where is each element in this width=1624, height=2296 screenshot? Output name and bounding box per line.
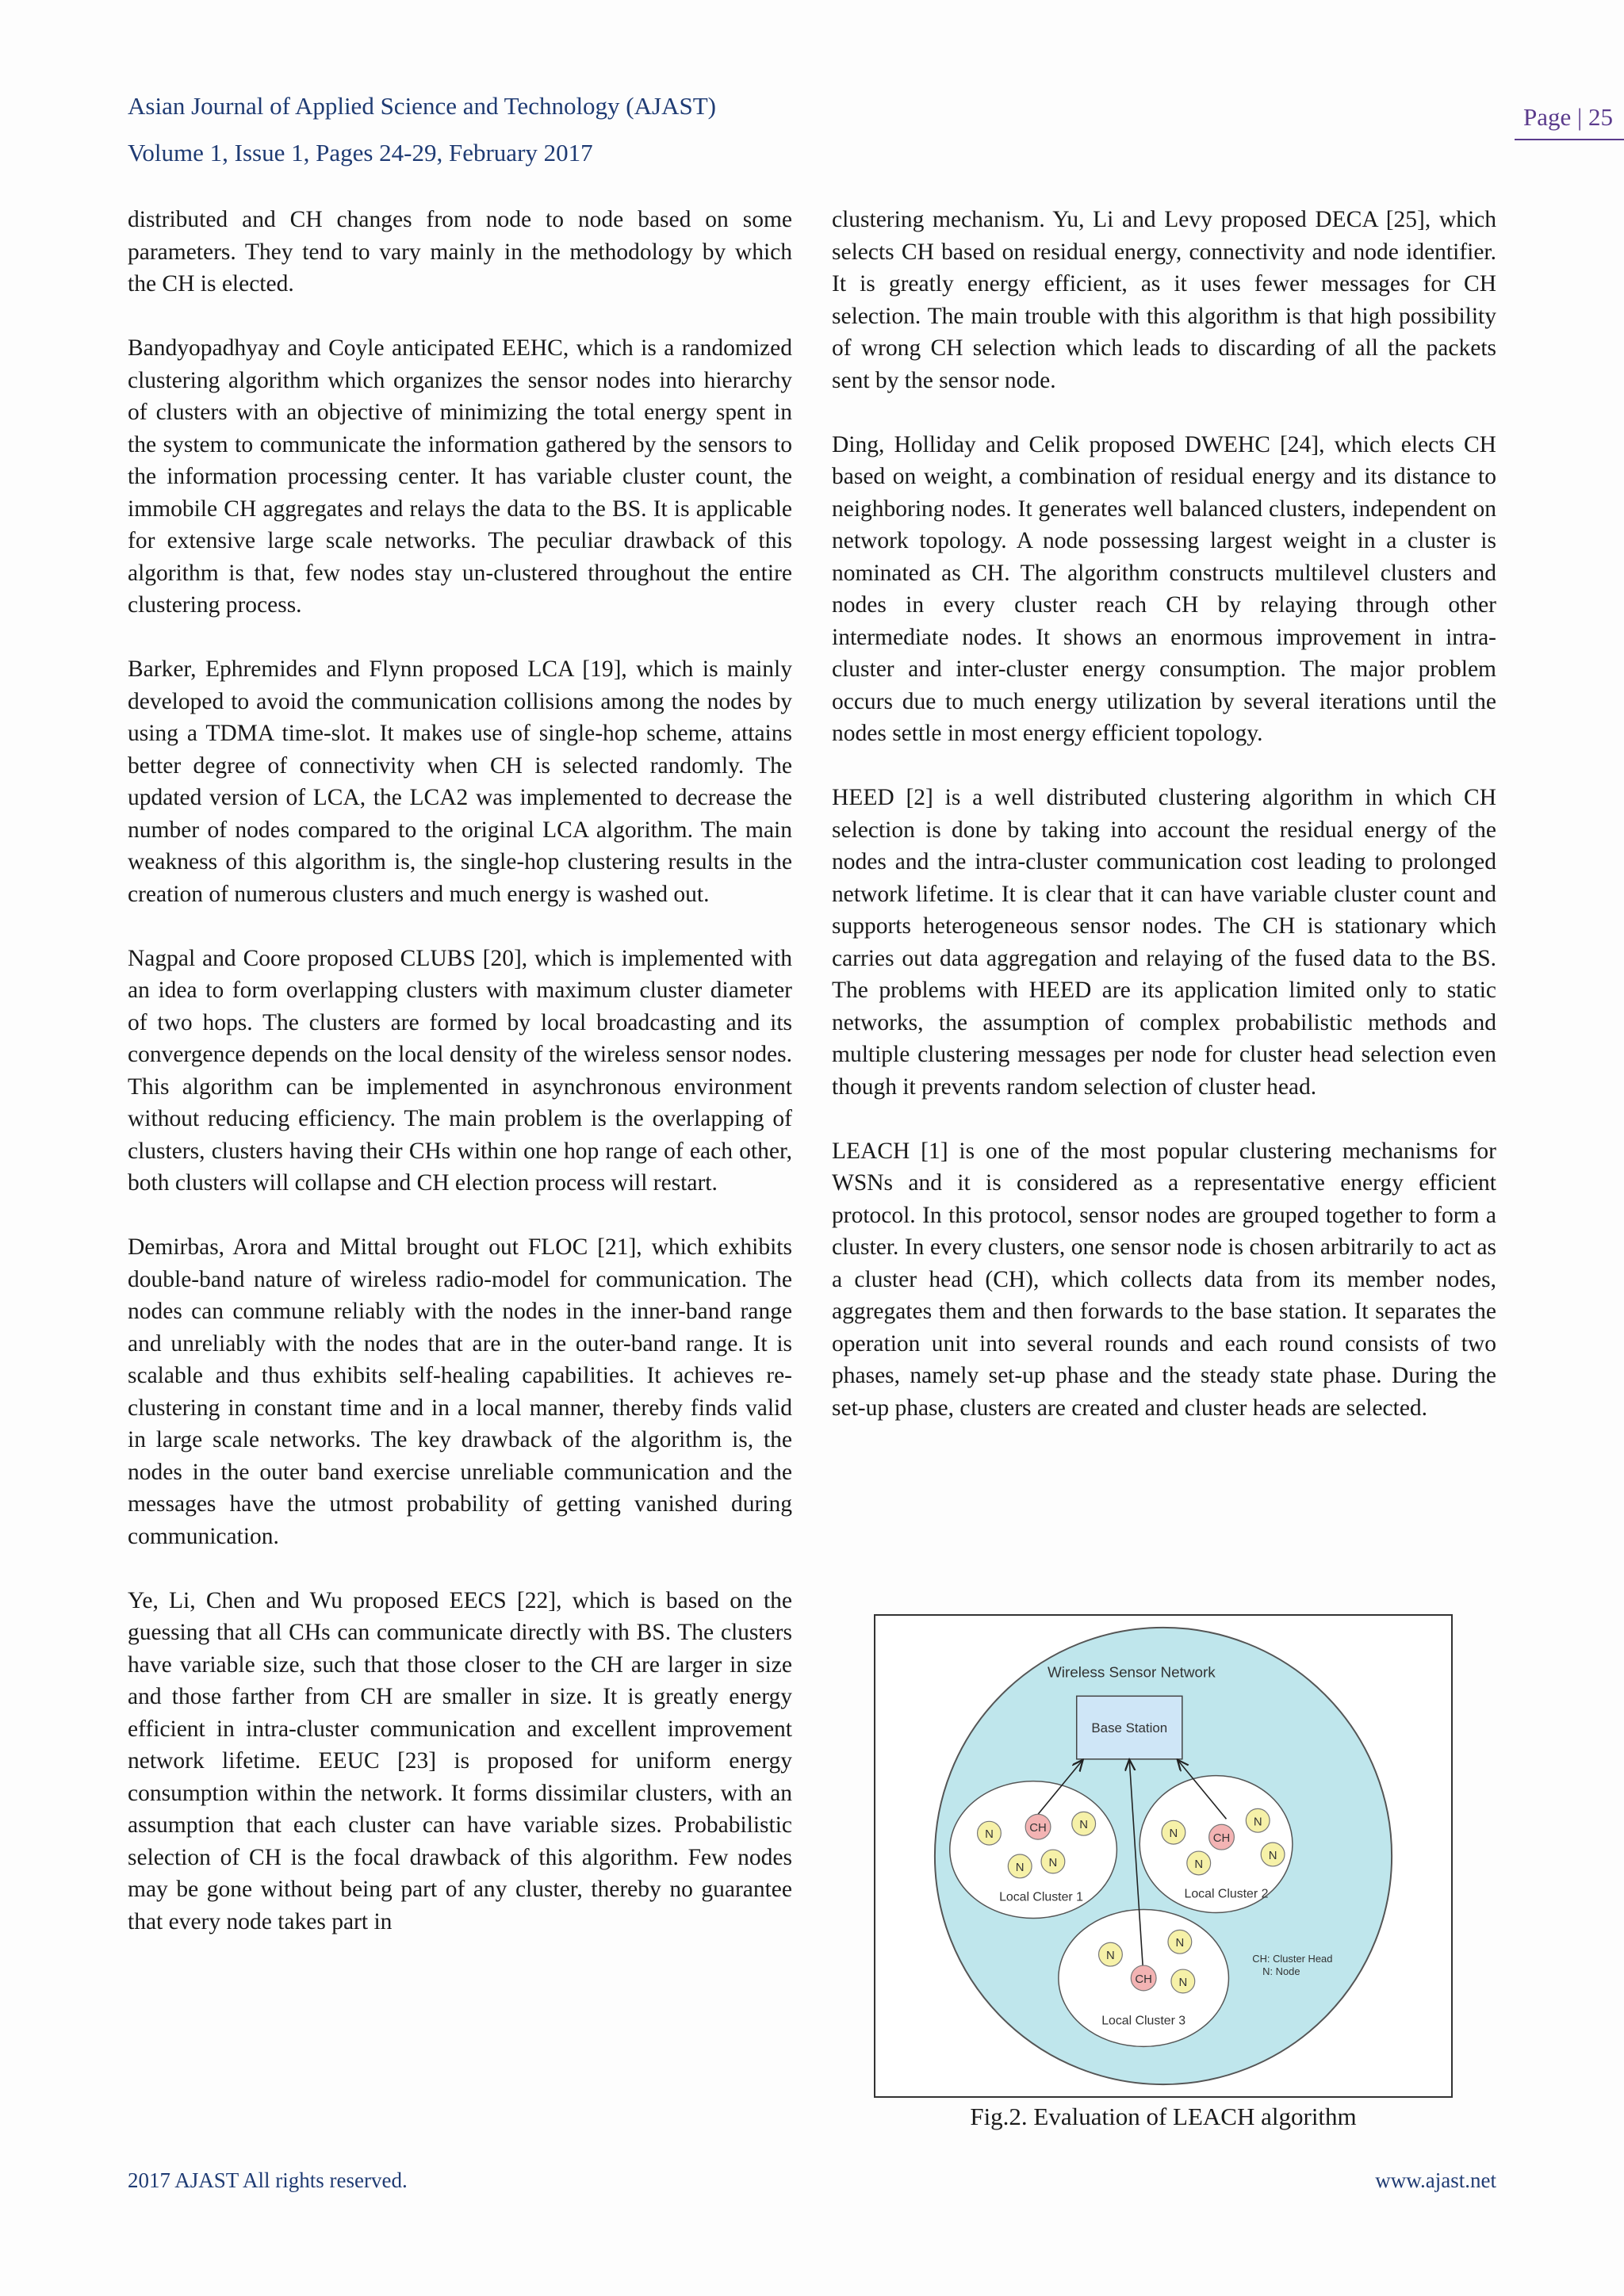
paragraph: Bandyopadhyay and Coyle anticipated EEHC, which is a randomized clustering algorithm which organizes the sensor nodes into hierarchy of clusters with an objective of minimizing the total energy spent in the system to communicate the information gathered by the sensors to the information processing center. It has variable cluster count, the immobile CH aggregates and relays the data to the BS. It is applicable for extensive large scale networks. The peculiar drawback of this algorithm is that, few nodes stay un-clustered throughout the entire clustering process.	[128, 335, 792, 618]
figure-caption: Fig.2. Evaluation of LEACH algorithm	[970, 2103, 1357, 2130]
paragraph: Barker, Ephremides and Flynn proposed LCA [19], which is mainly developed to avoid the communication collisions among the nodes by using a TDMA time-slot. It makes use of single-hop scheme, attains better degree of connectivity when CH is selected randomly. The updated version of LCA, the LCA2 was implemented to decrease the number of nodes compared to the original LCA algorithm. The main weakness of this algorithm is, the single-hop clustering results in the creation of numerous clusters and much energy is washed out.	[128, 656, 792, 907]
footer-website-link[interactable]: www.ajast.net	[1375, 2168, 1496, 2192]
cluster-1-label: Local Cluster 1	[999, 1890, 1083, 1904]
svg-text:CH: CH	[1135, 1973, 1152, 1986]
paragraph: Demirbas, Arora and Mittal brought out FLOC [21], which exhibits double-band nature of wireless radio-model for communication. The nodes can commune reliably with the nodes in the inner-band range and unreliably with the nodes that are in the outer-band range. It is scalable and thus exhibits self-healing capabilities. It achieves re-clustering in constant time and in a local manner, thereby finds valid in large scale networks. The key drawback of the algorithm is, the nodes in the outer band exercise unreliable communication and the messages have the utmost probability of getting vanished during communication.	[128, 1234, 792, 1549]
paragraph: Ye, Li, Chen and Wu proposed EECS [22], which is based on the guessing that all CHs can communicate directly with BS. The clusters have variable size, such that those closer to the CH are larger in size and those farther from CH are smaller in size. It is greatly energy efficient in intra-cluster communication and excellent improvement network lifetime. EEUC [23] is proposed for uniform energy consumption within the network. It forms dissimilar clusters, with an assumption that each cluster can have variable sizes. Probabilistic selection of CH is the focal drawback of this algorithm. Few nodes may be gone without being part of any cluster, thereby no guarantee that every node takes part in	[128, 1587, 792, 1934]
svg-text:N: N	[1106, 1950, 1115, 1963]
right-column	[832, 204, 1496, 1424]
paragraph: Nagpal and Coore proposed CLUBS [20], which is implemented with an idea to form overlapping clusters with maximum cluster diameter of two hops. The clusters are formed by local broadcasting and its convergence depends on the local density of the wireless sensor nodes. This algorithm can be implemented in asynchronous environment without reducing efficiency. The main problem is the overlapping of clusters, clusters having their CHs within one hop range of each other, both clusters will collapse and CH election process will restart.	[128, 945, 792, 1196]
base-station-label: Base Station	[1091, 1720, 1168, 1736]
journal-title: Asian Journal of Applied Science and Technology (AJAST)	[128, 92, 716, 120]
cluster-3-label: Local Cluster 3	[1101, 2014, 1186, 2028]
page-number-rule	[1515, 139, 1624, 140]
left-column	[128, 204, 792, 1938]
footer-copyright: 2017 AJAST All rights reserved.	[128, 2168, 408, 2192]
legend-ch: CH: Cluster Head	[1252, 1953, 1333, 1965]
svg-text:N: N	[1253, 1816, 1262, 1829]
svg-text:N: N	[1178, 1976, 1188, 1989]
page-number: Page | 25	[1523, 103, 1613, 131]
svg-text:N: N	[1015, 1861, 1025, 1874]
leach-figure	[874, 1614, 1453, 2098]
svg-text:N: N	[1079, 1819, 1089, 1832]
cluster-2-label: Local Cluster 2	[1184, 1887, 1269, 1901]
svg-text:N: N	[985, 1828, 994, 1842]
svg-text:N: N	[1268, 1849, 1277, 1862]
network-label: Wireless Sensor Network	[1047, 1663, 1216, 1681]
svg-text:N: N	[1048, 1856, 1058, 1869]
legend-node: N: Node	[1262, 1965, 1300, 1978]
leach-diagram	[875, 1616, 1451, 2096]
paragraph: HEED [2] is a well distributed clustering algorithm in which CH selection is done by taking into account the residual energy of the nodes and the intra-cluster communication cost leading to prolonged network lifetime. It is clear that it can have variable cluster count and supports heterogeneous sensor nodes. The CH is stationary which carries out data aggregation and relaying of the fused data to the BS. The problems with HEED are its application limited only to static networks, the assumption of complex probabilistic methods and multiple clustering messages per node for cluster head selection even though it prevents random selection of cluster head.	[832, 785, 1496, 1100]
svg-text:N: N	[1194, 1858, 1204, 1871]
volume-info: Volume 1, Issue 1, Pages 24-29, February 2017	[128, 139, 593, 166]
svg-text:N: N	[1175, 1937, 1185, 1950]
paragraph: Ding, Holliday and Celik proposed DWEHC [24], which elects CH based on weight, a combination of residual energy and its distance to neighboring nodes. It generates well balanced clusters, independent on network topology. A node possessing largest weight in a cluster is nominated as CH. The algorithm constructs multilevel clusters and nodes in every cluster reach CH by relaying through other intermediate nodes. It shows an enormous improvement in intra-cluster and inter-cluster energy consumption. The major problem occurs due to much energy utilization by several iterations until the nodes settle in most energy efficient topology.	[832, 431, 1496, 746]
paragraph: LEACH [1] is one of the most popular clustering mechanisms for WSNs and it is considered as a representative energy efficient protocol. In this protocol, sensor nodes are grouped together to form a cluster. In every clusters, one sensor node is chosen arbitrarily to act as a cluster head (CH), which collects data from its member nodes, aggregates them and then forwards to the base station. It separates the operation unit into several rounds and each round consists of two phases, namely set-up phase and the steady state phase. During the set-up phase, clusters are created and cluster heads are selected.	[832, 1138, 1496, 1421]
paragraph: clustering mechanism. Yu, Li and Levy proposed DECA [25], which selects CH based on residual energy, connectivity and node identifier. It is greatly energy efficient, as it uses fewer messages for CH selection. The main trouble with this algorithm is that high possibility of wrong CH selection which leads to discarding of all the packets sent by the sensor node.	[832, 207, 1496, 393]
svg-text:CH: CH	[1212, 1832, 1231, 1846]
paragraph: distributed and CH changes from node to node based on some parameters. They tend to vary mainly in the methodology by which the CH is elected.	[128, 207, 792, 297]
svg-text:CH: CH	[1029, 1822, 1047, 1835]
svg-text:N: N	[1169, 1827, 1178, 1841]
